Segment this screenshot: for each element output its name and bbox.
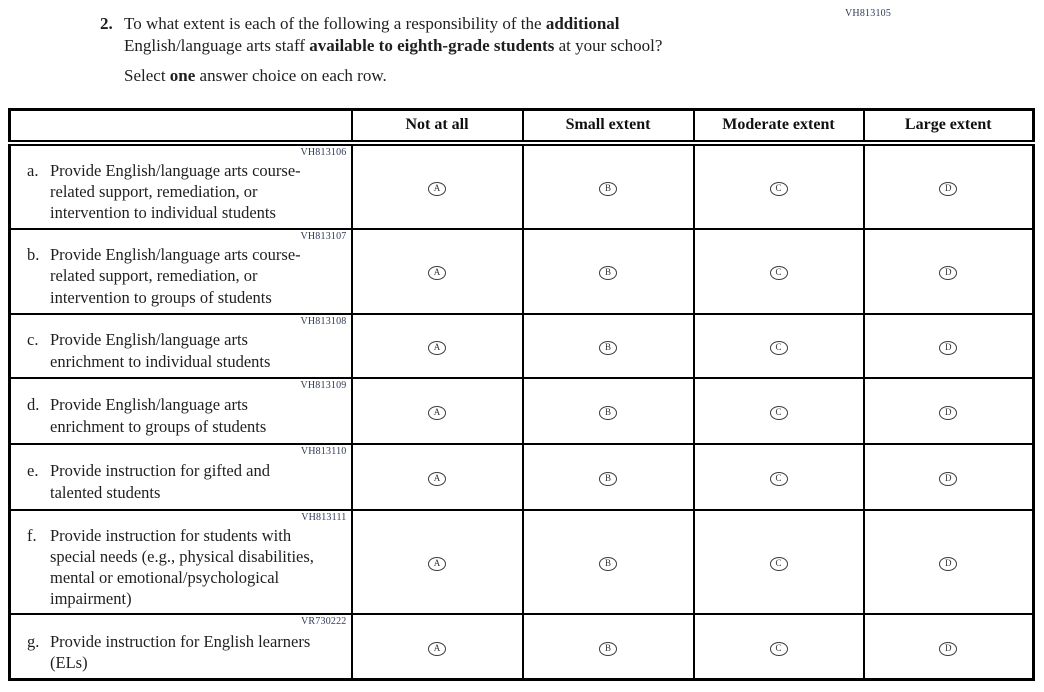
item-letter: b. xyxy=(27,245,40,265)
radio-option-c[interactable]: C xyxy=(770,472,788,486)
radio-option-c[interactable]: C xyxy=(770,182,788,196)
option-cell xyxy=(864,143,1034,229)
option-cell xyxy=(864,229,1034,314)
option-cell xyxy=(352,143,523,229)
item-text: Provide instruction for English learners (ELs) xyxy=(50,631,311,672)
option-cell xyxy=(523,229,694,314)
option-cell xyxy=(864,444,1034,510)
radio-option-d[interactable]: D xyxy=(939,406,957,420)
table-row xyxy=(10,378,1034,444)
option-cell xyxy=(694,510,864,614)
option-cell xyxy=(864,614,1034,680)
row-label-cell xyxy=(10,314,352,378)
option-cell xyxy=(352,378,523,444)
item-code: VH813109 xyxy=(300,379,347,391)
question-text-bold: additional xyxy=(545,14,620,33)
option-cell xyxy=(694,229,864,314)
instruction-part: answer choice on each row. xyxy=(195,66,387,85)
radio-option-d[interactable]: D xyxy=(939,472,957,486)
radio-option-c[interactable]: C xyxy=(770,406,788,420)
radio-option-a[interactable]: A xyxy=(428,557,446,571)
option-cell xyxy=(523,444,694,510)
item-text: Provide instruction for gifted and talented students xyxy=(50,461,270,502)
table-row xyxy=(10,444,1034,510)
option-cell xyxy=(352,444,523,510)
radio-option-c[interactable]: C xyxy=(770,341,788,355)
instruction-text xyxy=(124,66,387,86)
radio-option-b[interactable]: B xyxy=(599,341,617,355)
option-cell xyxy=(352,229,523,314)
item-body xyxy=(11,146,351,227)
radio-option-b[interactable]: B xyxy=(599,266,617,280)
table-row xyxy=(10,314,1034,378)
question-text-part: at your school? xyxy=(554,36,663,56)
radio-option-c[interactable]: C xyxy=(770,266,788,280)
item-letter: f. xyxy=(27,525,37,545)
option-cell xyxy=(352,614,523,680)
question-number: 2. xyxy=(100,14,113,33)
radio-option-b[interactable]: B xyxy=(599,406,617,420)
item-letter: c. xyxy=(27,330,39,350)
radio-option-a[interactable]: A xyxy=(428,266,446,280)
radio-option-d[interactable]: D xyxy=(939,341,957,355)
radio-option-d[interactable]: D xyxy=(939,266,957,280)
item-code: VR730222 xyxy=(301,615,347,627)
radio-option-a[interactable]: A xyxy=(428,472,446,486)
header-row xyxy=(10,110,1034,143)
option-cell xyxy=(694,378,864,444)
radio-option-a[interactable]: A xyxy=(428,406,446,420)
item-letter: a. xyxy=(27,160,39,180)
item-code: VH813107 xyxy=(300,230,347,242)
radio-option-c[interactable]: C xyxy=(770,642,788,656)
question-block xyxy=(100,13,740,58)
option-cell xyxy=(523,614,694,680)
option-cell xyxy=(694,314,864,378)
radio-option-b[interactable]: B xyxy=(599,642,617,656)
item-body xyxy=(11,230,351,311)
item-body xyxy=(11,511,351,613)
item-letter: g. xyxy=(27,631,40,651)
item-code: VH813111 xyxy=(301,511,347,523)
item-text: Provide English/language arts course-related support, remediation, or intervention to individual students xyxy=(50,160,301,223)
item-body xyxy=(11,446,351,506)
option-cell xyxy=(864,314,1034,378)
column-header-moderate-extent: Moderate extent xyxy=(694,110,864,143)
table-row xyxy=(10,229,1034,314)
radio-option-b[interactable]: B xyxy=(599,472,617,486)
option-cell xyxy=(694,444,864,510)
option-cell xyxy=(352,510,523,614)
item-letter: d. xyxy=(27,395,40,415)
instruction-part: Select xyxy=(124,66,170,85)
radio-option-a[interactable]: A xyxy=(428,182,446,196)
radio-option-c[interactable]: C xyxy=(770,557,788,571)
option-cell xyxy=(523,378,694,444)
radio-option-a[interactable]: A xyxy=(428,642,446,656)
row-label-cell xyxy=(10,444,352,510)
radio-option-d[interactable]: D xyxy=(939,182,957,196)
question-text-part: English/language arts staff xyxy=(124,36,310,56)
option-cell xyxy=(352,314,523,378)
option-cell xyxy=(523,510,694,614)
instruction-bold: one xyxy=(169,66,196,85)
item-body xyxy=(11,617,351,677)
option-cell xyxy=(694,143,864,229)
radio-option-a[interactable]: A xyxy=(428,341,446,355)
page-code-label: VH813105 xyxy=(845,8,892,19)
option-cell xyxy=(523,314,694,378)
row-label-cell xyxy=(10,378,352,444)
item-text: Provide instruction for students with special needs (e.g., physical disabilities, mental or emotional/psychological impairment) xyxy=(50,525,314,608)
column-header-small-extent: Small extent xyxy=(523,110,694,143)
question-text xyxy=(124,13,714,58)
item-code: VH813108 xyxy=(300,315,347,327)
row-label-cell xyxy=(10,510,352,614)
radio-option-d[interactable]: D xyxy=(939,557,957,571)
item-code: VH813106 xyxy=(300,146,347,158)
option-cell xyxy=(864,378,1034,444)
item-code: VH813110 xyxy=(300,445,347,457)
item-letter: e. xyxy=(27,461,39,481)
option-cell xyxy=(523,143,694,229)
item-text: Provide English/language arts enrichment to groups of students xyxy=(50,395,267,436)
table-corner-cell xyxy=(10,110,352,143)
item-text: Provide English/language arts course-related support, remediation, or intervention to groups of students xyxy=(50,245,301,307)
row-label-cell xyxy=(10,614,352,680)
column-header-large-extent: Large extent xyxy=(864,110,1034,143)
item-text: Provide English/language arts enrichment to individual students xyxy=(50,330,271,371)
radio-option-b[interactable]: B xyxy=(599,557,617,571)
option-cell xyxy=(864,510,1034,614)
column-header-not-at-all: Not at all xyxy=(352,110,523,143)
question-text-bold: available to eighth-grade students xyxy=(309,36,555,56)
response-matrix-table xyxy=(8,108,1035,681)
row-label-cell xyxy=(10,229,352,314)
table-row xyxy=(10,510,1034,614)
option-cell xyxy=(694,614,864,680)
row-label-cell xyxy=(10,143,352,229)
radio-option-d[interactable]: D xyxy=(939,642,957,656)
radio-option-b[interactable]: B xyxy=(599,182,617,196)
question-text-part: To what extent is each of the following a responsibility of the xyxy=(124,14,546,33)
table-row xyxy=(10,143,1034,229)
table-row xyxy=(10,614,1034,680)
